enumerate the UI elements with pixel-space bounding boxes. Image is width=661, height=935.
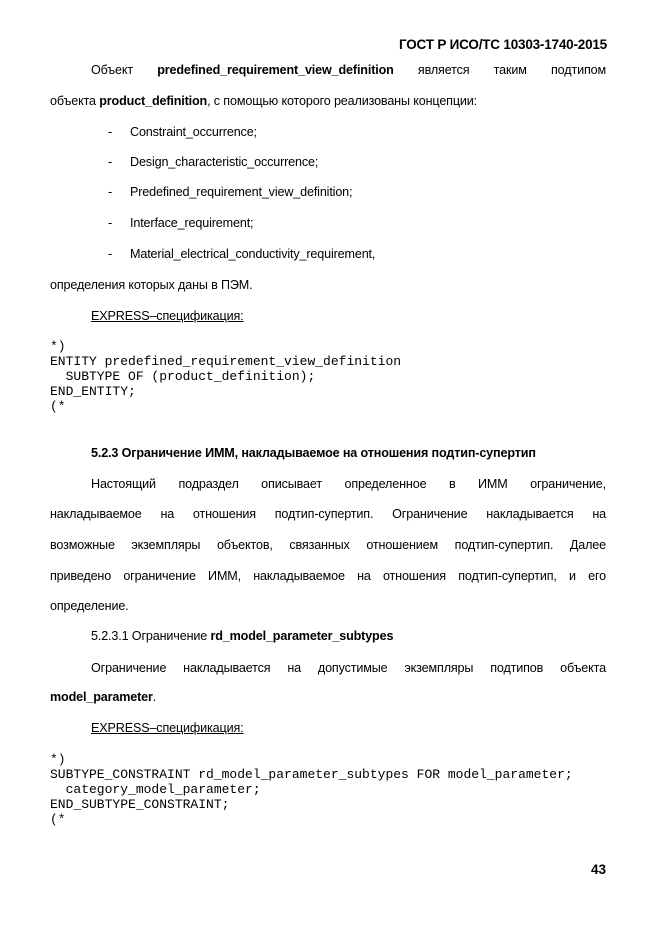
section-paragraph-line: определение. [50,599,129,613]
subsection-period: . [152,690,157,704]
intro-word: таким [493,63,527,77]
section-paragraph-line: возможные экземпляры объектов, связанных отношением подтип-супертип. Далее [50,538,606,552]
intro-word: Объект [91,63,133,77]
intro-word: подтипом [551,63,606,77]
subsection-prefix: 5.2.3.1 Ограничение [91,629,211,643]
intro-line-2-suffix: , с помощью которого реализованы концепции: [207,94,478,108]
express-code-block: *) ENTITY predefined_requirement_view_definition SUBTYPE OF (product_definition); END_ENTITY; (* [50,339,402,414]
intro-entity-name: predefined_requirement_view_definition [157,63,394,77]
section-paragraph-line: Настоящий подраздел описывает определенное в ИММ ограничение, [91,477,606,491]
model-parameter-name: model_parameter [50,690,153,704]
list-item-text: Interface_requirement; [130,216,254,230]
document-header: ГОСТ Р ИСО/ТС 10303-1740-2015 [398,37,607,52]
bullet-dash: - [108,155,113,169]
bullet-dash: - [108,125,113,139]
intro-line-2-prefix: объекта [50,94,100,108]
express-spec-label: EXPRESS–спецификация: [91,309,244,323]
bullet-dash: - [108,247,113,261]
subsection-paragraph-line: Ограничение накладывается на допустимые экземпляры подтипов объекта [91,661,606,675]
page-number: 43 [590,862,606,877]
express-spec-label: EXPRESS–спецификация: [91,721,244,735]
subsection-paragraph-line [50,690,156,704]
intro-product-definition: product_definition [99,94,208,108]
bullet-dash: - [108,216,113,230]
subsection-constraint-name: rd_model_parameter_subtypes [210,629,394,643]
bullet-dash: - [108,185,113,199]
definitions-note: определения которых даны в ПЭМ. [50,278,253,292]
list-item-text: Predefined_requirement_view_definition; [130,185,353,199]
subsection-heading [91,629,393,643]
list-item-text: Constraint_occurrence; [130,125,257,139]
section-paragraph-line: накладываемое на отношения подтип-супертип. Ограничение накладывается на [50,507,606,521]
list-item-text: Design_characteristic_occurrence; [130,155,319,169]
section-heading: 5.2.3 Ограничение ИММ, накладываемое на отношения подтип-супертип [91,446,536,460]
intro-line-1 [91,63,606,77]
section-paragraph-line: приведено ограничение ИММ, накладываемое на отношения подтип-супертип, и его [50,569,606,583]
express-code-block: *) SUBTYPE_CONSTRAINT rd_model_parameter_subtypes FOR model_parameter; category_model_parameter; END_SUBTYPE_CONSTRAINT; (* [50,752,573,827]
list-item-text: Material_electrical_conductivity_requirement, [130,247,376,261]
intro-word: является [417,63,470,77]
intro-line-2 [50,94,477,108]
